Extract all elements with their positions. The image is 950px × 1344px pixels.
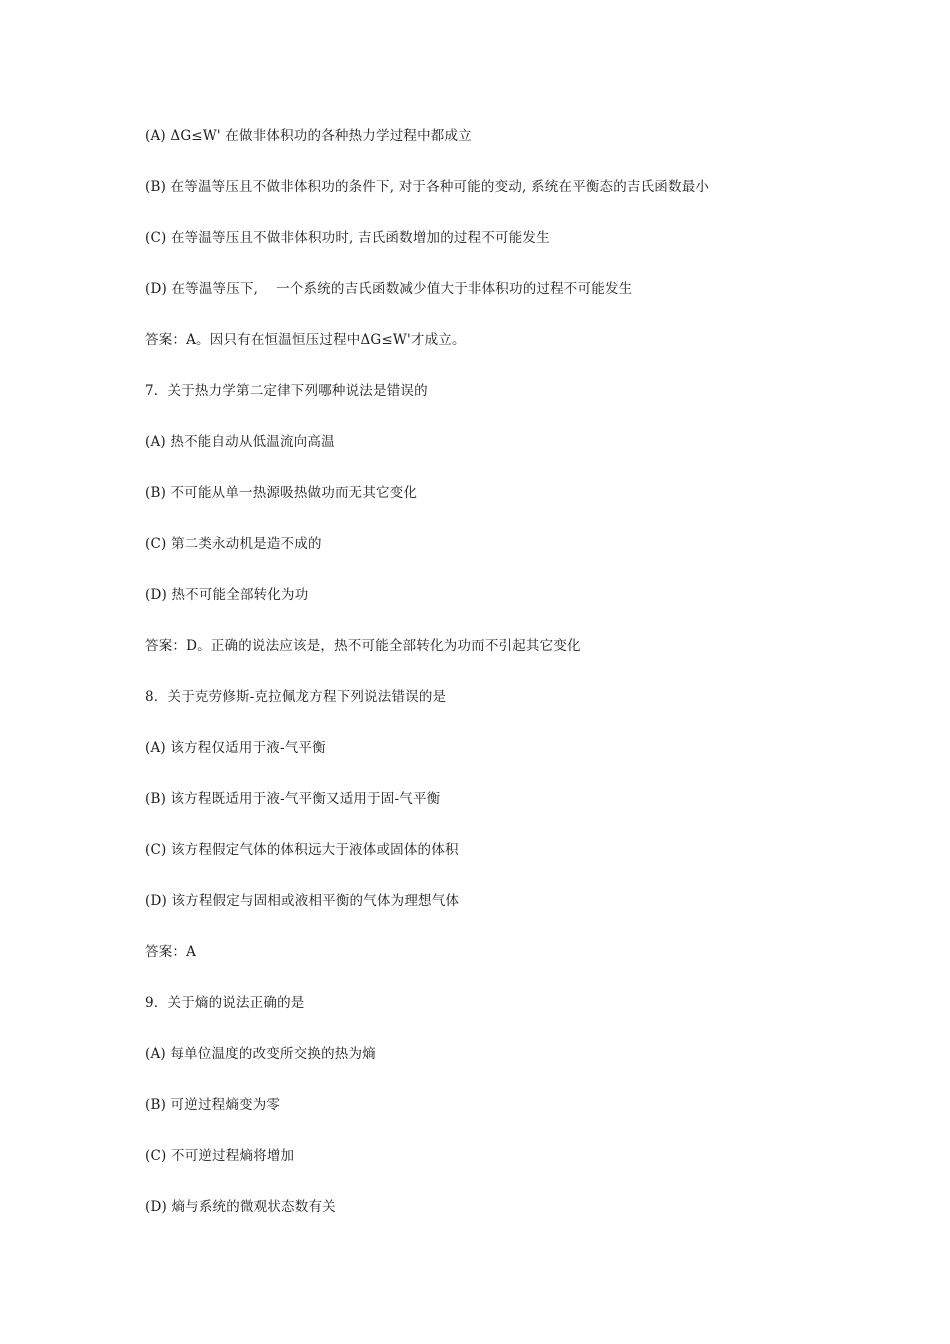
option-line: (B) 不可能从单一热源吸热做功而无其它变化 — [145, 485, 418, 501]
answer-line: 答案：A。因只有在恒温恒压过程中ΔG≤W'才成立。 — [145, 332, 466, 348]
option-line: (A) 该方程仅适用于液-气平衡 — [145, 740, 326, 756]
option-line: (D) 在等温等压下, 一个系统的吉氏函数减少值大于非体积功的过程不可能发生 — [145, 281, 633, 297]
option-line: (B) 该方程既适用于液-气平衡又适用于固-气平衡 — [145, 791, 441, 807]
option-line: (C) 第二类永动机是造不成的 — [145, 536, 322, 552]
option-line: (A) 每单位温度的改变所交换的热为熵 — [145, 1046, 376, 1062]
question-line: 7．关于热力学第二定律下列哪种说法是错误的 — [145, 383, 428, 399]
option-line: (A) ΔG≤W' 在做非体积功的各种热力学过程中都成立 — [145, 128, 472, 144]
option-line: (C) 该方程假定气体的体积远大于液体或固体的体积 — [145, 842, 459, 858]
document-page — [145, 126, 925, 1248]
answer-line: 答案：D。正确的说法应该是，热不可能全部转化为功而不引起其它变化 — [145, 638, 581, 654]
option-line: (D) 热不可能全部转化为功 — [145, 587, 309, 603]
option-line: (C) 在等温等压且不做非体积功时, 吉氏函数增加的过程不可能发生 — [145, 230, 550, 246]
question-line: 9．关于熵的说法正确的是 — [145, 995, 305, 1011]
option-line: (B) 可逆过程熵变为零 — [145, 1097, 281, 1113]
answer-line: 答案：A — [145, 944, 197, 960]
option-line: (D) 该方程假定与固相或液相平衡的气体为理想气体 — [145, 893, 460, 909]
question-line: 8．关于克劳修斯-克拉佩龙方程下列说法错误的是 — [145, 689, 447, 705]
option-line: (C) 不可逆过程熵将增加 — [145, 1148, 295, 1164]
option-line: (D) 熵与系统的微观状态数有关 — [145, 1199, 336, 1215]
option-line: (B) 在等温等压且不做非体积功的条件下, 对于各种可能的变动, 系统在平衡态的吉氏函数最小 — [145, 179, 710, 195]
option-line: (A) 热不能自动从低温流向高温 — [145, 434, 335, 450]
